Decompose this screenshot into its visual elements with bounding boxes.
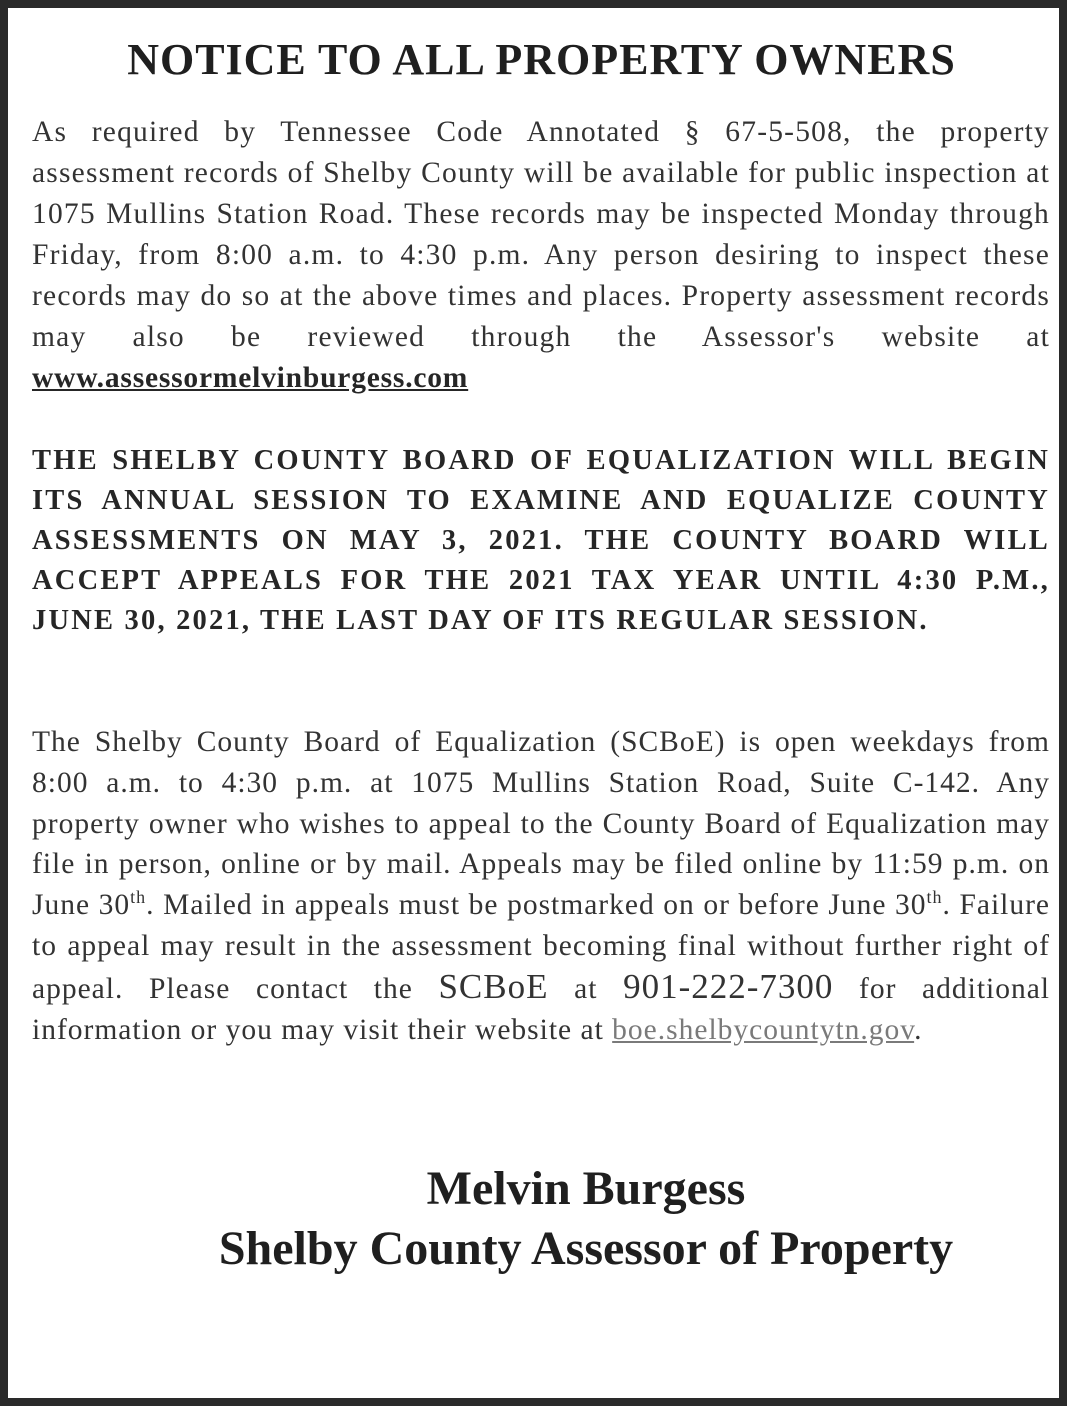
assessor-website-link[interactable]: www.assessormelvinburgess.com [32, 362, 469, 394]
superscript-th: th [926, 887, 943, 908]
scboe-text-e: for additional information or you may visit their website at [32, 972, 1051, 1046]
board-session-paragraph: THE SHELBY COUNTY BOARD OF EQUALIZATION WILL BEGIN ITS ANNUAL SESSION TO EXAMINE AND EQUALIZE COUNTY ASSESSMENTS ON MAY 3, 2021. THE COUNTY BOARD WILL ACCEPT APPEALS FOR THE 2021 TAX YEAR UNTIL 4:30 P.M., JUNE 30, 2021, THE LAST DAY OF ITS REGULAR SESSION. [32, 445, 1050, 636]
scboe-text-a: The Shelby County Board of Equalization (SCBoE) is open weekdays from 8:00 a.m. to 4:30 p.m. at 1075 Mullins Station Road, Suite C-142. Any property owner who wishes to appeal to the County Board of Equalization may file in person, online or by mail. Appeals may be filed online by 11:59 p.m. on June 30 [32, 726, 1050, 922]
inspection-text: As required by Tennessee Code Annotated § 67-5-508, the property assessment records of Shelby County will be available for public inspection at 1075 Mullins Station Road. These records may be inspected Monday through Friday, from 8:00 a.m. to 4:30 p.m. Any person desiring to inspect these records may do so at the above times and places. Property assessment records may also be reviewed through the Assessor's website at [32, 116, 1050, 353]
scboe-text-b: . Mailed in appeals must be postmarked on or before June 30 [146, 889, 927, 922]
notice-title: NOTICE TO ALL PROPERTY OWNERS [127, 35, 956, 84]
superscript-th: th [130, 887, 147, 908]
scboe-text-c: . Failure to appeal may result in the assessment becoming final without further right of appeal. Please contact the [32, 889, 1051, 1005]
signature-name: Melvin Burgess [426, 1162, 746, 1215]
scboe-paragraph [32, 722, 1050, 1050]
scboe-org: SCBoE [438, 966, 549, 1006]
signature-role: Shelby County Assessor of Property [218, 1222, 954, 1275]
scboe-text-d: at [548, 972, 624, 1005]
scboe-text-f: . [914, 1013, 923, 1046]
inspection-paragraph [32, 112, 1050, 399]
scboe-phone: 901-222-7300 [623, 966, 834, 1006]
boe-website-link[interactable]: boe.shelbycountytn.gov [612, 1013, 915, 1046]
